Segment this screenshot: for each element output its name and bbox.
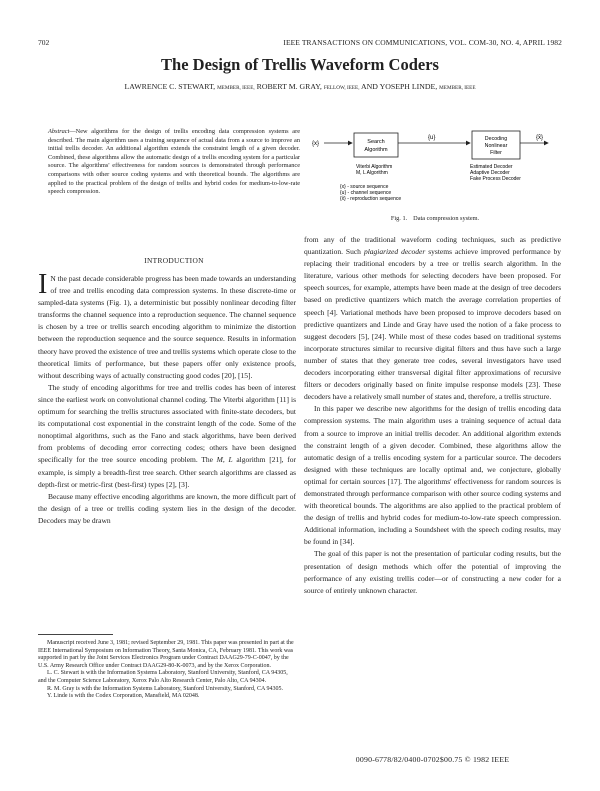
paragraph-text: algorithm [21], for example, is simply a breadth-first tree search. Other search algorithms are classed as depth-first or metric-first (best-first) types [2], [3]. [38, 455, 296, 489]
paragraph [38, 269, 296, 382]
decoder-caption-line: Fake Process Decoder [470, 176, 521, 182]
author-name: ROBERT M. GRAY, [256, 82, 322, 91]
block-diagram [310, 128, 560, 218]
encoder-caption-line: Viterbi Algorithm [356, 164, 393, 170]
paragraph-text: Because many effective encoding algorithms are known, the more difficult part of the design of a tree or trellis coding system lies in the design of the decoder. Decoders may be drawn [38, 491, 296, 525]
paragraph-text: The study of encoding algorithms for tree and trellis codes has been of interest since the earliest work on convolutional channel coding. The Viterbi algorithm [11] is optimum for searching the trellis structures associated with finite-state decoders, but its computational cost exponential in the constraint length of the code. Some of the nonoptimal algorithms, such as the Fano and stack algorithms, have been derived from problems of decoding error correcting codes; others have been designed specifically for the tree source encoding problem. The [38, 382, 296, 465]
emphasis: plagiarized decoder [363, 247, 426, 257]
figure-number: Fig. 1. [390, 215, 408, 222]
footnote: R. M. Gray is with the Information Systems Laboratory, Stanford University, Stanford, CA 94305. [47, 685, 284, 692]
paragraph-text: from any of the traditional waveform coding techniques, such as predictive quantization. Such [304, 235, 561, 257]
journal-citation: IEEE TRANSACTIONS ON COMMUNICATIONS, VOL. COM-30, NO. 4, APRIL 1982 [283, 38, 562, 47]
figure-caption [310, 215, 560, 222]
paragraph [38, 382, 296, 491]
decoder-box-line: Nonlinear [484, 143, 508, 149]
page-number: 702 [38, 38, 50, 47]
author-rank: FELLOW, IEEE, [323, 85, 360, 91]
decoder-box-line: Filter [490, 150, 502, 156]
output-label: {x̂} [536, 135, 544, 141]
encoder-box-line: Search [367, 139, 385, 145]
figure-1 [310, 128, 560, 228]
paragraph [304, 403, 561, 548]
abstract-text: New algorithms for the design of trellis encoding data compression systems are described. The main algorithm uses a training sequence of actual data from a source to improve an initial trellis decoder. An additional algorithm extends the constraint length of a given decoder. Combined, these algorithms allow the automatic design of a trellis encoding system for a particular source. The algorithms' effectiveness for random sources is demonstrated through performance comparisons with other source coding systems and with theoretical bounds. The algorithms are applied to the practical problem of the design of trellis and hybrid codes for medium-to-low-rate speech compression. [48, 128, 300, 196]
paragraph-text: The goal of this paper is not the presentation of particular coding results, but the presentation of design methods which offer the potential of improving the performance of any existing trellis coder—or of constructing a new coder for a source of entirely unknown character. [304, 549, 561, 595]
paragraph [38, 491, 296, 527]
footnote: Y. Linde is with the Codex Corporation, Mansfield, MA 02048. [47, 693, 200, 700]
author-rank: MEMBER, IEEE, [217, 85, 255, 91]
footnote: L. C. Stewart is with the Information Systems Laboratory, Stanford University, Stanford, CA 94305, and the Computer Science Laboratory, Xerox Palo Alto Research Center, Palo Alto, CA 94304. [38, 670, 288, 684]
paper-title: The Design of Trellis Waveform Coders [161, 55, 439, 74]
abstract-label: Abstract [48, 128, 70, 135]
encoder-box [354, 133, 398, 157]
abstract: Abstract—New algorithms for the design of trellis encoding data compression systems are described. The main algorithm uses a training sequence of actual data from a source to improve an initial trellis decoder. An additional algorithm extends the constraint length of a given decoder. Combined, these algorithms allow the automatic design of a trellis encoding system for a particular source. The algorithms' effectiveness for random sources is demonstrated through performance comparisons with other source coding systems and with theoretical bounds. The algorithms are applied to the practical problem of the design of trellis and hybrid codes for medium-to-low-rate speech compression. [48, 128, 300, 196]
paragraph [304, 548, 561, 596]
paragraph-text: N the past decade considerable progress has been made towards an understanding of tree and trellis encoding data compression systems. In these discrete-time or sampled-data systems (Fig. 1), a deterministic but possibly nonlinear decoding filter transforms the channel sequence into a reproduction sequence. The channel sequence is chosen by a tree or trellis search encoding algorithm to minimize the distortion between the reproduction sequence and the source sequence. Results in information theory have proved the existence of tree and trellis systems which operate close to the theoretical limits of performance, but these papers offer only existence proofs, without describing ways of actually constructing good codes [20], [15]. [38, 274, 296, 380]
encoder-caption-line: M, L Algorithm [356, 170, 388, 176]
decoder-caption-line: Estimated Decoder [470, 164, 513, 170]
decoder-caption-line: Adaptive Decoder [470, 170, 510, 176]
footnotes [38, 640, 296, 701]
algorithm-name: M, L [216, 455, 233, 465]
paragraph [304, 234, 561, 403]
footnote: Manuscript received June 3, 1981; revised September 29, 1981. This paper was presented in part at the IEEE International Symposium on Information Theory, Santa Monica, CA, February 1981. This work was supported in part by the Joint Services Electronics Program under Contract DAAG29-79-C-0047, by the U.S. Army Research Office under Contract DAAG29-80-K-0073, and by the Xerox Corporation. [38, 640, 294, 669]
paragraph-text: In this paper we describe new algorithms for the design of trellis encoding data compression systems. The main algorithm uses a training sequence of actual data from a source to improve an initial trellis decoder. An additional algorithm extends the constraint length of a given decoder. Combined, these algorithms allow the automatic design of a trellis encoding system for a particular source. The decoders designed with these techniques are locally optimal and, we conjecture, globally optimal for certain sources [17]. The algorithms' effectiveness for random sources is demonstrated through performance comparison with other source coding systems and with theoretical bounds. The algorithms are also applied to the practical problem of the design of trellis and hybrid codes for medium-to-low-rate speech compression. Additional information, including a Soundsheet with the speech coding results, may be found in [34]. [304, 404, 561, 547]
channel-label: {u} [428, 135, 436, 141]
copyright-line: 0090-6778/82/0400-0702$00.75 © 1982 IEEE [355, 755, 510, 764]
input-label: {x} [312, 141, 320, 147]
encoder-box-line: Algorithm [364, 147, 388, 153]
legend-entry: {x} - source sequence [340, 184, 389, 190]
right-column-body [304, 234, 561, 597]
figure-caption-text: Data compression system. [413, 215, 480, 222]
section-heading-introduction: INTRODUCTION [144, 256, 204, 265]
author-line [38, 82, 562, 91]
footnote-rule [38, 634, 113, 635]
left-column-body [38, 269, 296, 527]
author-name: LAWRENCE C. STEWART, [124, 82, 216, 91]
author-name: AND YOSEPH LINDE, [361, 82, 438, 91]
running-header [38, 38, 562, 50]
author-rank: MEMBER, IEEE [439, 85, 476, 91]
decoder-box-line: Decoding [484, 136, 508, 142]
drop-cap: I [38, 269, 48, 300]
legend-entry: {x̂} - reproduction sequence [340, 196, 402, 202]
legend-entry: {u} - channel sequence [340, 190, 392, 196]
paragraph-text: systems achieve improved performance by replacing their traditional encoders by a tree or trellis search algorithm. In the literature, various other methods for selecting decoders have been proposed. For speech sources, for example, attempts have been made at the design of tree decoders based on predictive quantizers which match the average correlation properties of speech [4]. Variational methods have been proposed to improve decoders based on predictive quantizers and Linde and Gray have used the notion of a fake process to suggest decoders [5], [24]. While most of these codes based on traditional systems incorporate structures similar to recursive digital filters and thus have such a large number of states that they generate tree codes, several investigators have used decoders incorporating either transversal digital filter approximations of recursive filters or decoders originally based on finite impulse response models [23]. These decoders have a relatively small number of states and, therefore, a trellis structure. [304, 247, 562, 402]
